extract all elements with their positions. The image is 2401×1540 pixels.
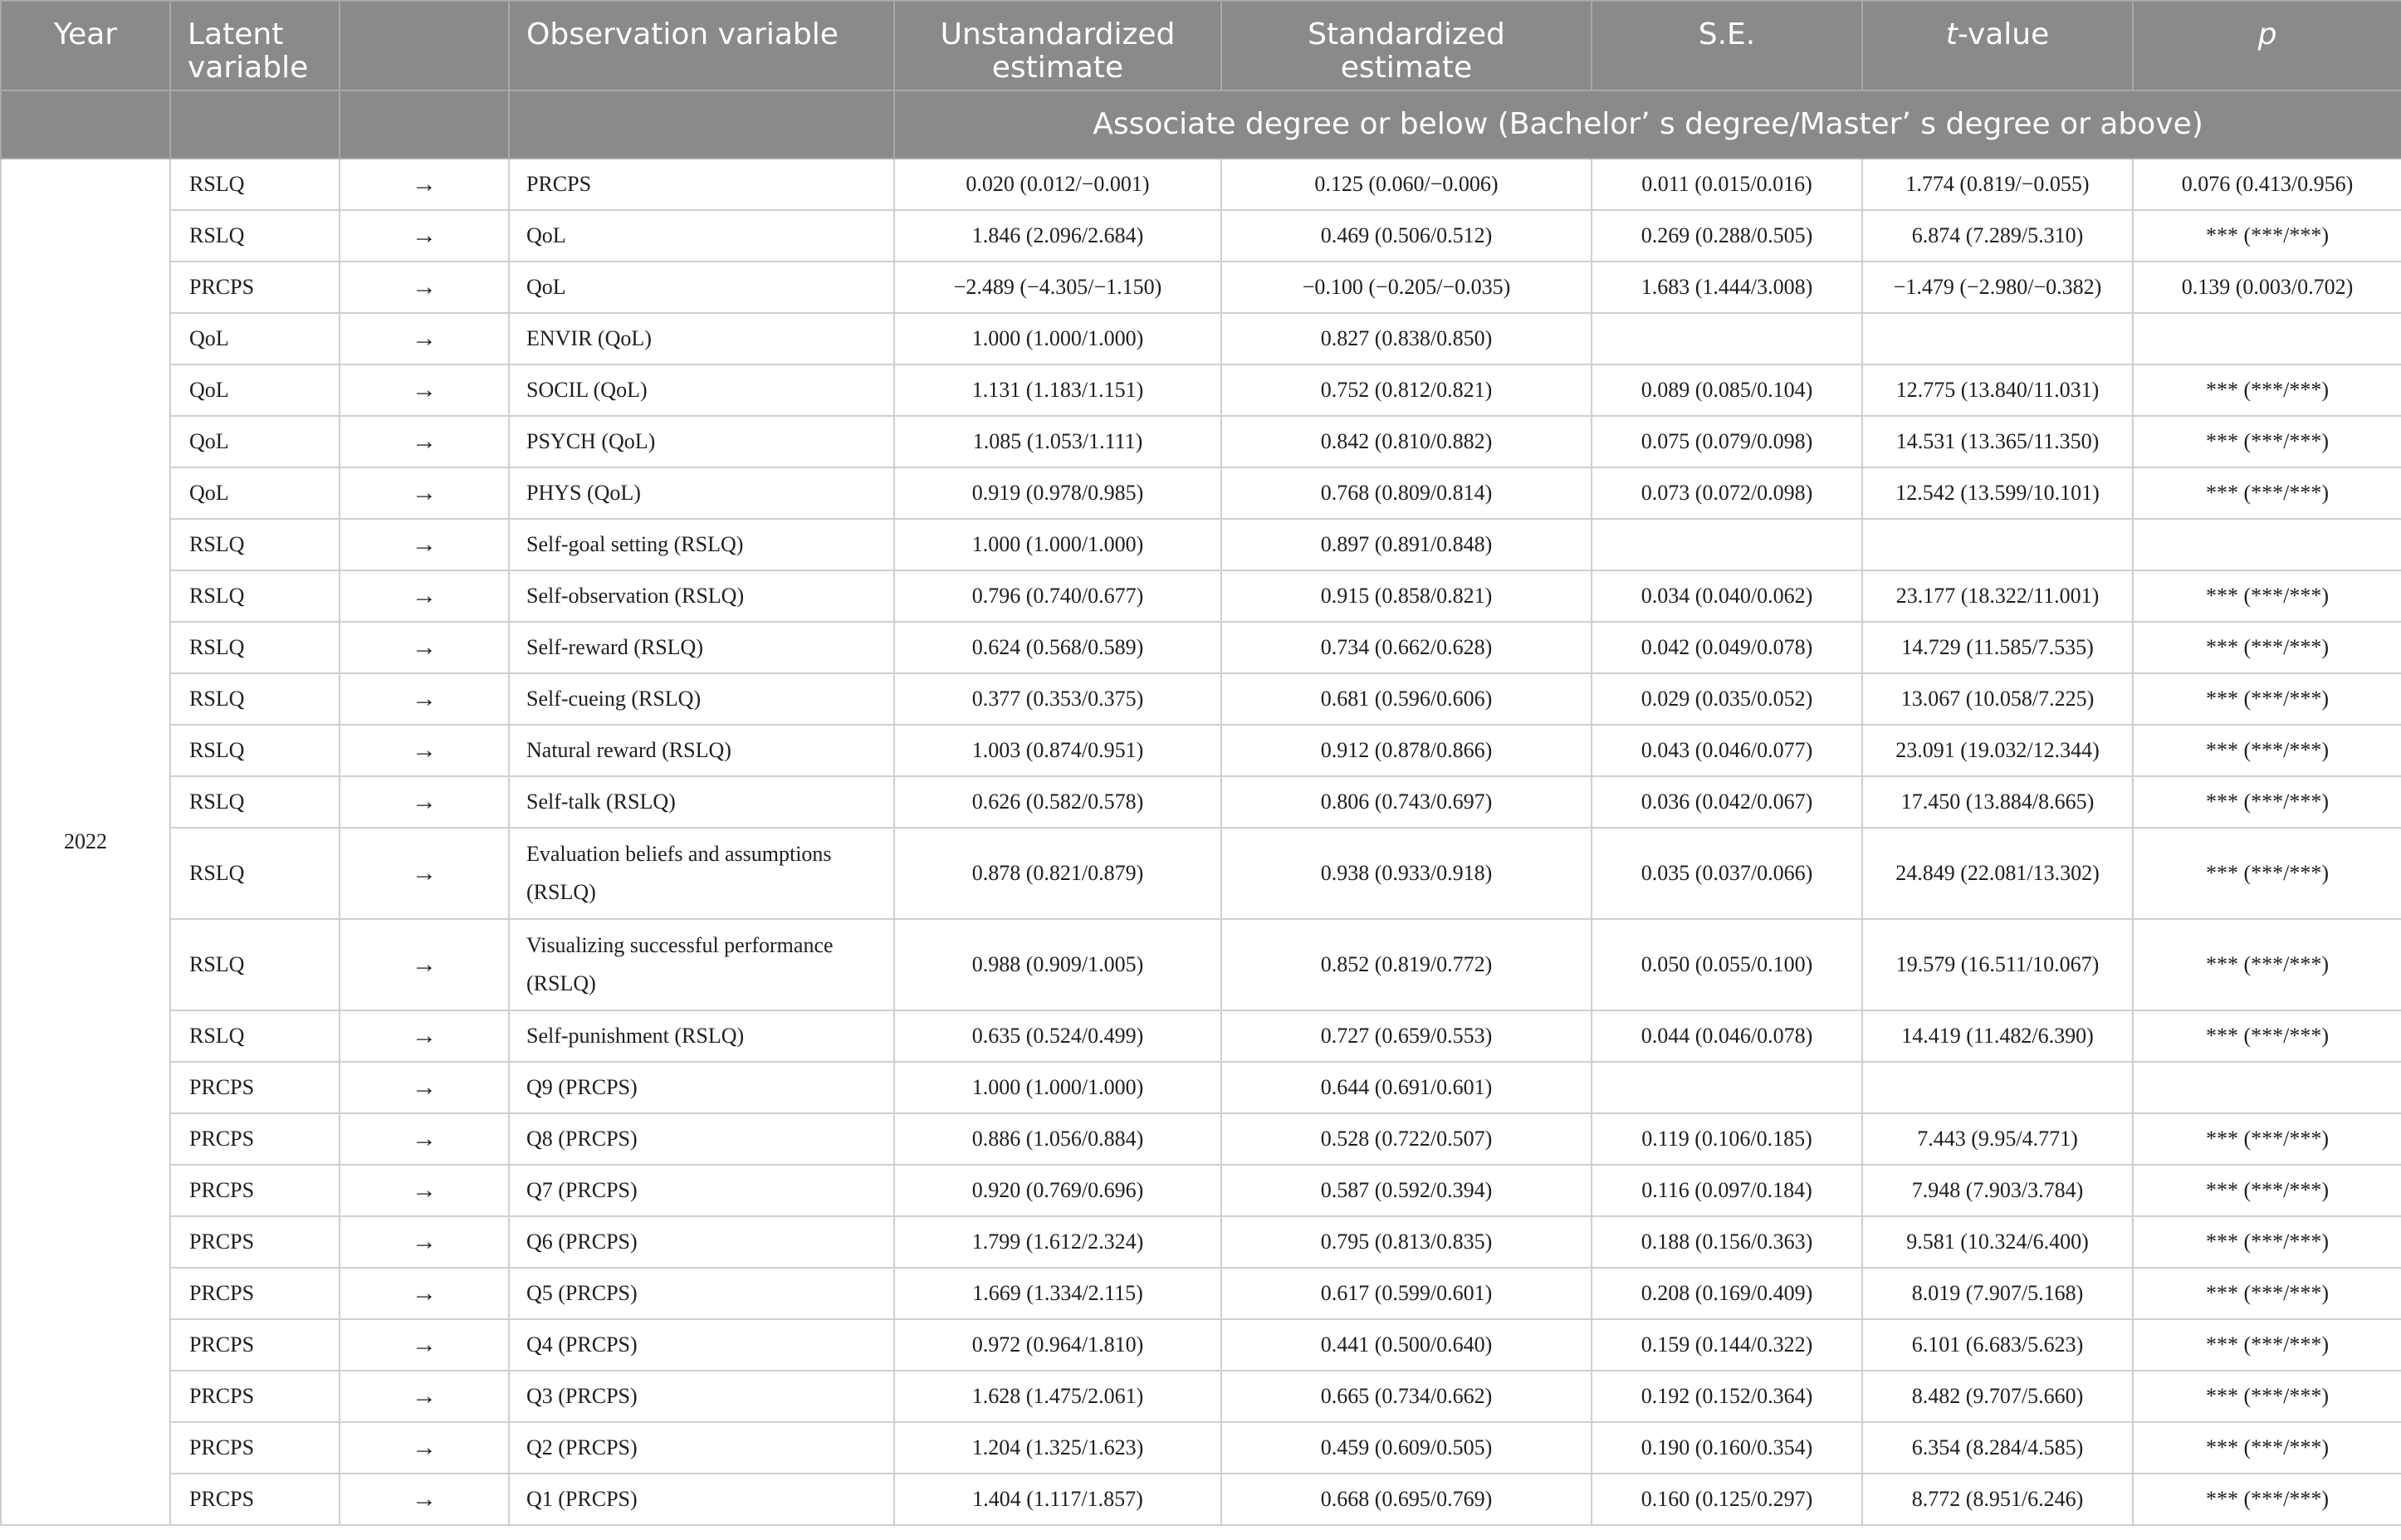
se-cell: 0.188 (0.156/0.363) xyxy=(1592,1216,1862,1268)
se-cell xyxy=(1592,1062,1862,1113)
observation-variable-cell: QoL xyxy=(509,210,894,262)
p-value-cell: *** (***/***) xyxy=(2133,570,2401,622)
se-cell: 0.034 (0.040/0.062) xyxy=(1592,570,1862,622)
se-cell: 0.011 (0.015/0.016) xyxy=(1592,159,1862,210)
p-value-cell: *** (***/***) xyxy=(2133,364,2401,416)
latent-variable-cell: PRCPS xyxy=(170,1062,340,1113)
standardized-estimate-cell: 0.912 (0.878/0.866) xyxy=(1221,725,1592,776)
table-row xyxy=(1,776,2401,828)
latent-variable-cell: PRCPS xyxy=(170,1422,340,1474)
latent-variable-cell: PRCPS xyxy=(170,1113,340,1165)
standardized-estimate-cell: −0.100 (−0.205/−0.035) xyxy=(1221,262,1592,313)
t-value-cell: 8.772 (8.951/6.246) xyxy=(1862,1474,2133,1525)
standardized-estimate-cell: 0.528 (0.722/0.507) xyxy=(1221,1113,1592,1165)
observation-variable-cell: PHYS (QoL) xyxy=(509,467,894,519)
t-value-cell: 17.450 (13.884/8.665) xyxy=(1862,776,2133,828)
arrow-cell: → xyxy=(340,1371,509,1422)
unstandardized-estimate-cell: 0.796 (0.740/0.677) xyxy=(894,570,1221,622)
t-value-cell: 12.775 (13.840/11.031) xyxy=(1862,364,2133,416)
t-value-cell xyxy=(1862,1062,2133,1113)
observation-variable-cell: PSYCH (QoL) xyxy=(509,416,894,467)
arrow-cell: → xyxy=(340,570,509,622)
table-row xyxy=(1,570,2401,622)
header-standardized-estimate: Standardized estimate xyxy=(1221,1,1592,90)
t-value-cell: 13.067 (10.058/7.225) xyxy=(1862,673,2133,725)
t-value-cell: 9.581 (10.324/6.400) xyxy=(1862,1216,2133,1268)
unstandardized-estimate-cell: 0.886 (1.056/0.884) xyxy=(894,1113,1221,1165)
observation-variable-cell: Self-observation (RSLQ) xyxy=(509,570,894,622)
unstandardized-estimate-cell: −2.489 (−4.305/−1.150) xyxy=(894,262,1221,313)
standardized-estimate-cell: 0.842 (0.810/0.882) xyxy=(1221,416,1592,467)
arrow-cell: → xyxy=(340,1010,509,1062)
p-value-cell: *** (***/***) xyxy=(2133,919,2401,1010)
observation-variable-cell: QoL xyxy=(509,262,894,313)
standardized-estimate-cell: 0.469 (0.506/0.512) xyxy=(1221,210,1592,262)
table-body xyxy=(1,159,2401,1525)
table-row xyxy=(1,1268,2401,1319)
table-row xyxy=(1,1062,2401,1113)
se-cell: 1.683 (1.444/3.008) xyxy=(1592,262,1862,313)
table-row xyxy=(1,467,2401,519)
t-value-suffix: -value xyxy=(1957,17,2050,51)
unstandardized-estimate-cell: 0.878 (0.821/0.879) xyxy=(894,828,1221,919)
standardized-estimate-cell: 0.125 (0.060/−0.006) xyxy=(1221,159,1592,210)
standardized-estimate-cell: 0.752 (0.812/0.821) xyxy=(1221,364,1592,416)
latent-variable-cell: RSLQ xyxy=(170,159,340,210)
se-cell xyxy=(1592,313,1862,364)
unstandardized-estimate-cell: 1.628 (1.475/2.061) xyxy=(894,1371,1221,1422)
se-cell: 0.075 (0.079/0.098) xyxy=(1592,416,1862,467)
observation-variable-cell: Q5 (PRCPS) xyxy=(509,1268,894,1319)
table-row xyxy=(1,1165,2401,1216)
arrow-cell: → xyxy=(340,1216,509,1268)
latent-variable-cell: QoL xyxy=(170,467,340,519)
header-p: p xyxy=(2133,1,2401,90)
subheader-degree-groups: Associate degree or below (Bachelor’ s degree/Master’ s degree or above) xyxy=(894,90,2401,159)
unstandardized-estimate-cell: 0.988 (0.909/1.005) xyxy=(894,919,1221,1010)
subheader-empty-1 xyxy=(1,90,170,159)
standardized-estimate-cell: 0.587 (0.592/0.394) xyxy=(1221,1165,1592,1216)
t-value-cell: −1.479 (−2.980/−0.382) xyxy=(1862,262,2133,313)
table-row xyxy=(1,828,2401,919)
se-cell: 0.160 (0.125/0.297) xyxy=(1592,1474,1862,1525)
se-cell: 0.190 (0.160/0.354) xyxy=(1592,1422,1862,1474)
arrow-cell: → xyxy=(340,1474,509,1525)
arrow-cell: → xyxy=(340,1319,509,1371)
arrow-cell: → xyxy=(340,159,509,210)
unstandardized-estimate-cell: 1.085 (1.053/1.111) xyxy=(894,416,1221,467)
unstandardized-estimate-cell: 0.624 (0.568/0.589) xyxy=(894,622,1221,673)
p-value-cell: *** (***/***) xyxy=(2133,467,2401,519)
p-value-cell: *** (***/***) xyxy=(2133,828,2401,919)
p-value-cell: *** (***/***) xyxy=(2133,1319,2401,1371)
observation-variable-cell: Q6 (PRCPS) xyxy=(509,1216,894,1268)
se-cell: 0.116 (0.097/0.184) xyxy=(1592,1165,1862,1216)
standardized-estimate-cell: 0.915 (0.858/0.821) xyxy=(1221,570,1592,622)
arrow-cell: → xyxy=(340,828,509,919)
standardized-estimate-cell: 0.727 (0.659/0.553) xyxy=(1221,1010,1592,1062)
se-cell: 0.208 (0.169/0.409) xyxy=(1592,1268,1862,1319)
p-value-cell: *** (***/***) xyxy=(2133,673,2401,725)
p-value-cell: *** (***/***) xyxy=(2133,1422,2401,1474)
table-row xyxy=(1,519,2401,570)
p-value-cell xyxy=(2133,313,2401,364)
unstandardized-estimate-cell: 1.404 (1.117/1.857) xyxy=(894,1474,1221,1525)
p-value-cell: *** (***/***) xyxy=(2133,1216,2401,1268)
t-value-cell: 19.579 (16.511/10.067) xyxy=(1862,919,2133,1010)
p-value-cell: *** (***/***) xyxy=(2133,1165,2401,1216)
table-row xyxy=(1,1216,2401,1268)
unstandardized-estimate-cell: 0.626 (0.582/0.578) xyxy=(894,776,1221,828)
se-cell: 0.119 (0.106/0.185) xyxy=(1592,1113,1862,1165)
latent-variable-cell: RSLQ xyxy=(170,519,340,570)
arrow-cell: → xyxy=(340,1062,509,1113)
latent-variable-cell: RSLQ xyxy=(170,210,340,262)
p-value-cell: 0.139 (0.003/0.702) xyxy=(2133,262,2401,313)
p-value-cell: *** (***/***) xyxy=(2133,1474,2401,1525)
se-cell: 0.073 (0.072/0.098) xyxy=(1592,467,1862,519)
latent-variable-cell: QoL xyxy=(170,364,340,416)
arrow-cell: → xyxy=(340,313,509,364)
p-value-cell: 0.076 (0.413/0.956) xyxy=(2133,159,2401,210)
latent-variable-cell: PRCPS xyxy=(170,1319,340,1371)
table-row xyxy=(1,725,2401,776)
t-value-cell: 14.729 (11.585/7.535) xyxy=(1862,622,2133,673)
subheader-empty-3 xyxy=(340,90,509,159)
se-cell: 0.269 (0.288/0.505) xyxy=(1592,210,1862,262)
arrow-cell: → xyxy=(340,919,509,1010)
standardized-estimate-cell: 0.827 (0.838/0.850) xyxy=(1221,313,1592,364)
standardized-estimate-cell: 0.459 (0.609/0.505) xyxy=(1221,1422,1592,1474)
unstandardized-estimate-cell: 1.000 (1.000/1.000) xyxy=(894,313,1221,364)
header-unstandardized-estimate: Unstandardized estimate xyxy=(894,1,1221,90)
table-row xyxy=(1,364,2401,416)
se-cell: 0.159 (0.144/0.322) xyxy=(1592,1319,1862,1371)
t-value-cell: 14.419 (11.482/6.390) xyxy=(1862,1010,2133,1062)
t-value-cell: 6.354 (8.284/4.585) xyxy=(1862,1422,2133,1474)
latent-variable-cell: RSLQ xyxy=(170,919,340,1010)
unstandardized-estimate-cell: 1.204 (1.325/1.623) xyxy=(894,1422,1221,1474)
unstandardized-estimate-cell: 1.000 (1.000/1.000) xyxy=(894,519,1221,570)
table-row xyxy=(1,416,2401,467)
latent-variable-cell: RSLQ xyxy=(170,776,340,828)
arrow-cell: → xyxy=(340,1113,509,1165)
latent-variable-cell: RSLQ xyxy=(170,622,340,673)
unstandardized-estimate-cell: 0.920 (0.769/0.696) xyxy=(894,1165,1221,1216)
table-row xyxy=(1,262,2401,313)
se-cell: 0.029 (0.035/0.052) xyxy=(1592,673,1862,725)
table-row xyxy=(1,1010,2401,1062)
p-value-cell: *** (***/***) xyxy=(2133,416,2401,467)
standardized-estimate-cell: 0.644 (0.691/0.601) xyxy=(1221,1062,1592,1113)
table-row xyxy=(1,1113,2401,1165)
table-row xyxy=(1,622,2401,673)
header-t-value xyxy=(1862,1,2133,90)
unstandardized-estimate-cell: 1.131 (1.183/1.151) xyxy=(894,364,1221,416)
unstandardized-estimate-cell: 1.669 (1.334/2.115) xyxy=(894,1268,1221,1319)
table-row xyxy=(1,159,2401,210)
se-cell: 0.050 (0.055/0.100) xyxy=(1592,919,1862,1010)
p-value-cell: *** (***/***) xyxy=(2133,622,2401,673)
arrow-cell: → xyxy=(340,262,509,313)
latent-variable-cell: PRCPS xyxy=(170,1216,340,1268)
observation-variable-cell: Self-cueing (RSLQ) xyxy=(509,673,894,725)
observation-variable-cell: Visualizing successful performance (RSLQ) xyxy=(509,919,894,1010)
header-latent-variable: Latent variable xyxy=(170,1,340,90)
latent-variable-cell: RSLQ xyxy=(170,673,340,725)
arrow-cell: → xyxy=(340,622,509,673)
arrow-cell: → xyxy=(340,725,509,776)
p-value-cell: *** (***/***) xyxy=(2133,1010,2401,1062)
standardized-estimate-cell: 0.681 (0.596/0.606) xyxy=(1221,673,1592,725)
se-cell: 0.042 (0.049/0.078) xyxy=(1592,622,1862,673)
p-value-cell: *** (***/***) xyxy=(2133,1371,2401,1422)
table-row xyxy=(1,673,2401,725)
se-cell: 0.035 (0.037/0.066) xyxy=(1592,828,1862,919)
p-value-cell xyxy=(2133,1062,2401,1113)
standardized-estimate-cell: 0.938 (0.933/0.918) xyxy=(1221,828,1592,919)
arrow-cell: → xyxy=(340,1422,509,1474)
observation-variable-cell: SOCIL (QoL) xyxy=(509,364,894,416)
latent-variable-cell: PRCPS xyxy=(170,1371,340,1422)
latent-variable-cell: RSLQ xyxy=(170,725,340,776)
observation-variable-cell: Self-goal setting (RSLQ) xyxy=(509,519,894,570)
latent-variable-cell: PRCPS xyxy=(170,1165,340,1216)
se-cell: 0.089 (0.085/0.104) xyxy=(1592,364,1862,416)
t-value-cell xyxy=(1862,313,2133,364)
observation-variable-cell: Natural reward (RSLQ) xyxy=(509,725,894,776)
standardized-estimate-cell: 0.897 (0.891/0.848) xyxy=(1221,519,1592,570)
arrow-cell: → xyxy=(340,1165,509,1216)
arrow-cell: → xyxy=(340,776,509,828)
se-cell: 0.036 (0.042/0.067) xyxy=(1592,776,1862,828)
observation-variable-cell: Q3 (PRCPS) xyxy=(509,1371,894,1422)
p-value-cell: *** (***/***) xyxy=(2133,725,2401,776)
t-italic: t xyxy=(1945,17,1958,51)
table-row xyxy=(1,210,2401,262)
p-value-cell: *** (***/***) xyxy=(2133,776,2401,828)
p-value-cell xyxy=(2133,519,2401,570)
observation-variable-cell: Self-reward (RSLQ) xyxy=(509,622,894,673)
subheader-empty-4 xyxy=(509,90,894,159)
table-row xyxy=(1,1474,2401,1525)
t-value-cell: 8.482 (9.707/5.660) xyxy=(1862,1371,2133,1422)
observation-variable-cell: Q7 (PRCPS) xyxy=(509,1165,894,1216)
t-value-cell xyxy=(1862,519,2133,570)
unstandardized-estimate-cell: 0.972 (0.964/1.810) xyxy=(894,1319,1221,1371)
observation-variable-cell: Q4 (PRCPS) xyxy=(509,1319,894,1371)
header-arrow-column xyxy=(340,1,509,90)
t-value-cell: 1.774 (0.819/−0.055) xyxy=(1862,159,2133,210)
unstandardized-estimate-cell: 1.799 (1.612/2.324) xyxy=(894,1216,1221,1268)
t-value-cell: 6.874 (7.289/5.310) xyxy=(1862,210,2133,262)
t-value-cell: 24.849 (22.081/13.302) xyxy=(1862,828,2133,919)
table-row xyxy=(1,1319,2401,1371)
p-value-cell: *** (***/***) xyxy=(2133,210,2401,262)
standardized-estimate-cell: 0.806 (0.743/0.697) xyxy=(1221,776,1592,828)
standardized-estimate-cell: 0.668 (0.695/0.769) xyxy=(1221,1474,1592,1525)
t-value-cell: 8.019 (7.907/5.168) xyxy=(1862,1268,2133,1319)
arrow-cell: → xyxy=(340,1268,509,1319)
header-observation-variable: Observation variable xyxy=(509,1,894,90)
observation-variable-cell: Q9 (PRCPS) xyxy=(509,1062,894,1113)
t-value-cell: 7.443 (9.95/4.771) xyxy=(1862,1113,2133,1165)
subheader-empty-2 xyxy=(170,90,340,159)
latent-variable-cell: RSLQ xyxy=(170,828,340,919)
latent-variable-cell: QoL xyxy=(170,416,340,467)
unstandardized-estimate-cell: 0.377 (0.353/0.375) xyxy=(894,673,1221,725)
observation-variable-cell: Self-talk (RSLQ) xyxy=(509,776,894,828)
year-cell: 2022 xyxy=(1,159,170,1525)
standardized-estimate-cell: 0.617 (0.599/0.601) xyxy=(1221,1268,1592,1319)
arrow-cell: → xyxy=(340,673,509,725)
p-value-cell: *** (***/***) xyxy=(2133,1268,2401,1319)
unstandardized-estimate-cell: 1.846 (2.096/2.684) xyxy=(894,210,1221,262)
latent-variable-cell: QoL xyxy=(170,313,340,364)
observation-variable-cell: Q2 (PRCPS) xyxy=(509,1422,894,1474)
arrow-cell: → xyxy=(340,467,509,519)
arrow-cell: → xyxy=(340,416,509,467)
header-se: S.E. xyxy=(1592,1,1862,90)
observation-variable-cell: Evaluation beliefs and assumptions (RSLQ) xyxy=(509,828,894,919)
table-row xyxy=(1,1422,2401,1474)
latent-variable-cell: PRCPS xyxy=(170,262,340,313)
unstandardized-estimate-cell: 0.919 (0.978/0.985) xyxy=(894,467,1221,519)
se-cell: 0.192 (0.152/0.364) xyxy=(1592,1371,1862,1422)
standardized-estimate-cell: 0.768 (0.809/0.814) xyxy=(1221,467,1592,519)
unstandardized-estimate-cell: 1.000 (1.000/1.000) xyxy=(894,1062,1221,1113)
header-year: Year xyxy=(1,1,170,90)
arrow-cell: → xyxy=(340,210,509,262)
observation-variable-cell: Self-punishment (RSLQ) xyxy=(509,1010,894,1062)
standardized-estimate-cell: 0.665 (0.734/0.662) xyxy=(1221,1371,1592,1422)
standardized-estimate-cell: 0.734 (0.662/0.628) xyxy=(1221,622,1592,673)
latent-variable-cell: RSLQ xyxy=(170,1010,340,1062)
observation-variable-cell: Q8 (PRCPS) xyxy=(509,1113,894,1165)
t-value-cell: 23.091 (19.032/12.344) xyxy=(1862,725,2133,776)
latent-variable-cell: PRCPS xyxy=(170,1474,340,1525)
p-value-cell: *** (***/***) xyxy=(2133,1113,2401,1165)
t-value-cell: 14.531 (13.365/11.350) xyxy=(1862,416,2133,467)
se-cell xyxy=(1592,519,1862,570)
table-row xyxy=(1,313,2401,364)
observation-variable-cell: ENVIR (QoL) xyxy=(509,313,894,364)
latent-variable-cell: PRCPS xyxy=(170,1268,340,1319)
se-cell: 0.043 (0.046/0.077) xyxy=(1592,725,1862,776)
observation-variable-cell: PRCPS xyxy=(509,159,894,210)
latent-variable-cell: RSLQ xyxy=(170,570,340,622)
standardized-estimate-cell: 0.795 (0.813/0.835) xyxy=(1221,1216,1592,1268)
table-header xyxy=(1,1,2401,159)
arrow-cell: → xyxy=(340,519,509,570)
unstandardized-estimate-cell: 0.635 (0.524/0.499) xyxy=(894,1010,1221,1062)
t-value-cell: 23.177 (18.322/11.001) xyxy=(1862,570,2133,622)
t-value-cell: 12.542 (13.599/10.101) xyxy=(1862,467,2133,519)
table-row xyxy=(1,919,2401,1010)
se-cell: 0.044 (0.046/0.078) xyxy=(1592,1010,1862,1062)
t-value-cell: 6.101 (6.683/5.623) xyxy=(1862,1319,2133,1371)
unstandardized-estimate-cell: 0.020 (0.012/−0.001) xyxy=(894,159,1221,210)
t-value-cell: 7.948 (7.903/3.784) xyxy=(1862,1165,2133,1216)
observation-variable-cell: Q1 (PRCPS) xyxy=(509,1474,894,1525)
unstandardized-estimate-cell: 1.003 (0.874/0.951) xyxy=(894,725,1221,776)
table-row xyxy=(1,1371,2401,1422)
standardized-estimate-cell: 0.441 (0.500/0.640) xyxy=(1221,1319,1592,1371)
standardized-estimate-cell: 0.852 (0.819/0.772) xyxy=(1221,919,1592,1010)
arrow-cell: → xyxy=(340,364,509,416)
